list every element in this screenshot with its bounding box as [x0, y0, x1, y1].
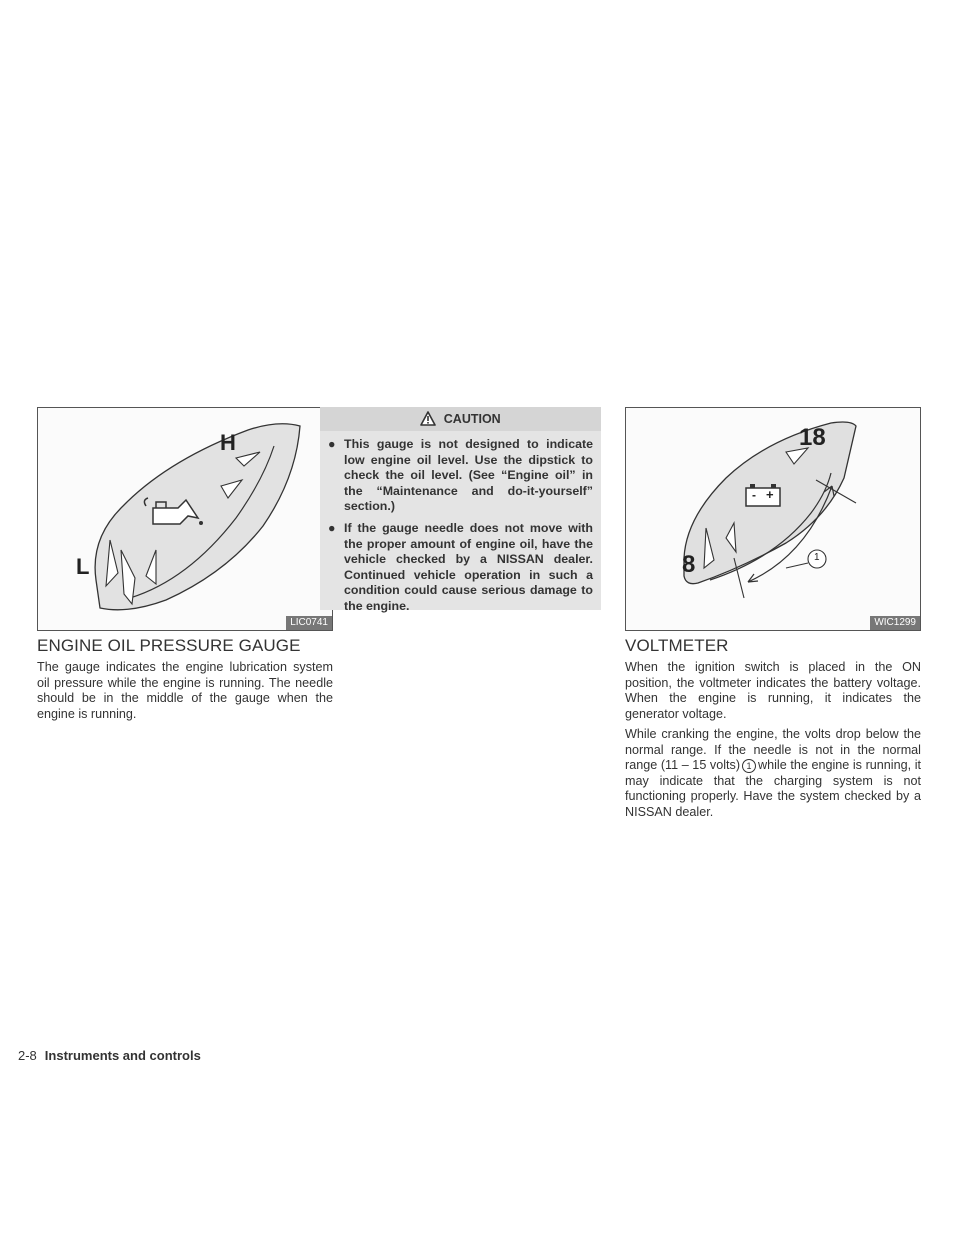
- gauge-low-label: L: [76, 554, 90, 579]
- caution-item-text: This gauge is not designed to indicate low engine oil level. Use the dipstick to check the oil level. (See “Engine oil” in the “Maintenance and do-it-yourself” section.): [344, 437, 593, 514]
- callout-reference-1: 1: [742, 759, 756, 773]
- voltmeter-body-2-start: While cranking the engine, the volts drop below the normal range. If the needle is not in the normal range (11 – 15 volts): [625, 727, 921, 773]
- bullet: ●: [328, 520, 336, 535]
- figure-id: WIC1299: [870, 616, 920, 630]
- battery-plus-label: +: [766, 487, 774, 502]
- oil-pressure-gauge-body: The gauge indicates the engine lubrication system oil pressure while the engine is running. The needle should be in the middle of the gauge when the engine is running.: [37, 660, 333, 721]
- voltmeter-body-2-end: while the engine is running, it may indicate that the charging system is not functioning properly. Have the system checked by a NISSAN dealer.: [625, 758, 922, 819]
- oil-pressure-gauge-heading: ENGINE OIL PRESSURE GAUGE: [37, 636, 301, 655]
- caution-heading: [320, 407, 601, 431]
- caution-item: [328, 437, 593, 515]
- voltmeter-max-label: 18: [799, 424, 826, 451]
- caution-title: CAUTION: [443, 412, 501, 426]
- battery-minus-label: -: [752, 488, 756, 502]
- figure-id: LIC0741: [286, 616, 332, 630]
- oil-pressure-gauge-figure: [37, 407, 336, 631]
- bullet: ●: [328, 437, 336, 451]
- page-number: 2-8: [18, 1048, 37, 1063]
- page-footer: [18, 1048, 201, 1063]
- caution-list: [320, 431, 601, 615]
- voltmeter-heading: VOLTMETER: [625, 636, 729, 655]
- oil-pressure-gauge-illustration: [38, 408, 332, 630]
- caution-box: [320, 407, 601, 613]
- caution-item-text: If the gauge needle does not move with the proper amount of engine oil, have the vehicle checked by a NISSAN dealer. Continued vehicle operation in such a condition could cause serious damage to the engine.: [344, 520, 593, 613]
- section-name: Instruments and controls: [44, 1048, 201, 1063]
- voltmeter-min-label: 8: [682, 551, 696, 578]
- caution-item: [328, 521, 593, 615]
- gauge-high-label: H: [220, 430, 236, 455]
- voltmeter-body-2: [625, 727, 921, 821]
- voltmeter-illustration: [626, 408, 920, 630]
- voltmeter-figure: [625, 407, 921, 631]
- voltmeter-body-1: When the ignition switch is placed in the ON position, the voltmeter indicates the battery voltage. When the engine is running, it indicates the generator voltage.: [625, 660, 921, 721]
- warning-triangle-icon: [420, 411, 436, 426]
- callout-label: 1: [814, 552, 820, 563]
